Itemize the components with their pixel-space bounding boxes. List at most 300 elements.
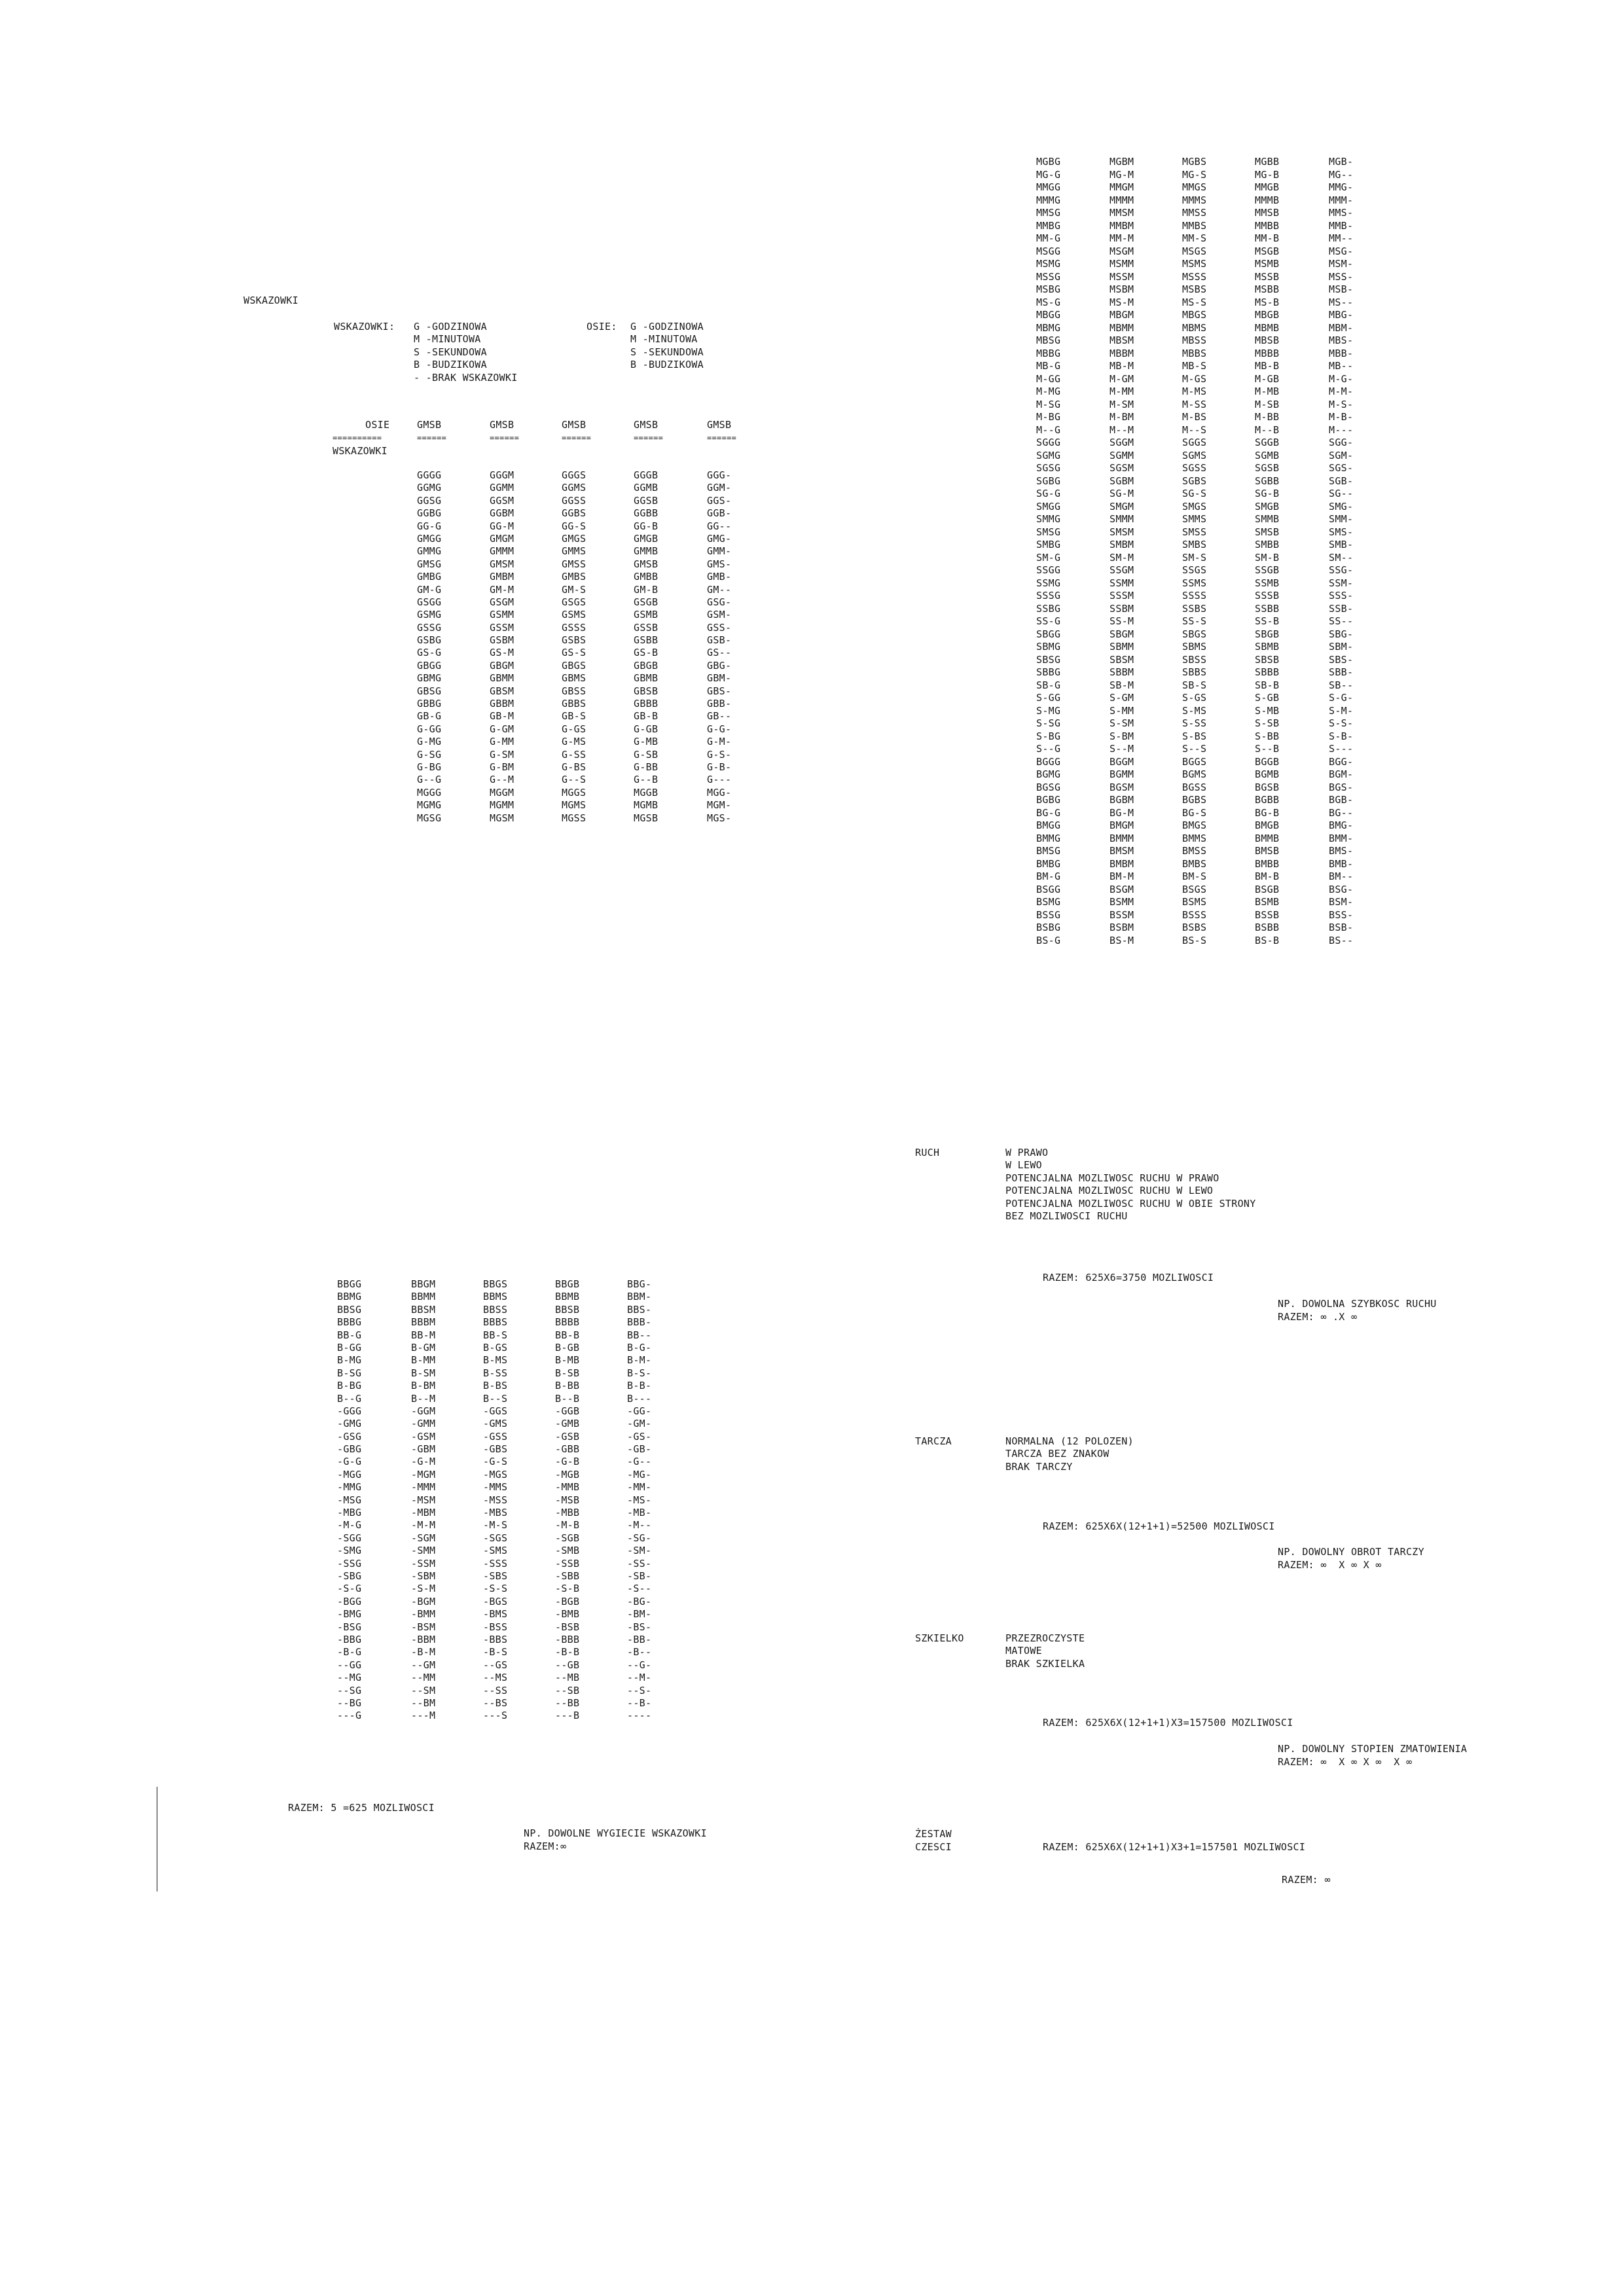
combo-column — [1329, 156, 1353, 947]
list-item: ---S — [483, 1710, 508, 1722]
legend-item: B -BUDZIKOWA — [414, 359, 487, 371]
list-item: BB-G — [337, 1329, 362, 1341]
list-item: G-GM — [490, 723, 514, 735]
list-item: SGGS — [1182, 437, 1207, 448]
list-item: MBBG — [1036, 347, 1061, 359]
list-item: B--M — [411, 1392, 436, 1405]
list-item: MM-- — [1329, 232, 1354, 244]
list-item: BM-G — [1036, 870, 1061, 882]
list-item: --SM — [411, 1684, 436, 1696]
list-item: M-MG — [1036, 386, 1061, 397]
list-item: GBMB — [634, 672, 659, 685]
list-item: -BBS — [483, 1633, 508, 1645]
list-item: SMMM — [1110, 513, 1134, 525]
list-item: MMS- — [1329, 207, 1354, 219]
list-item: -SB- — [627, 1570, 652, 1582]
list-item: MBMB — [1255, 321, 1280, 334]
combo-column — [490, 469, 514, 825]
list-item: SGMB — [1255, 449, 1280, 461]
list-item: BBS- — [627, 1303, 652, 1316]
list-item: SS-- — [1329, 615, 1354, 627]
note-razem-wskazowki: RAZEM:∞ — [524, 1840, 567, 1852]
list-item: B-GG — [337, 1341, 362, 1354]
list-item: BBB- — [627, 1316, 652, 1329]
list-item: BSSM — [1110, 908, 1134, 921]
list-item: B-MS — [483, 1354, 508, 1367]
list-item: MGSB — [634, 812, 659, 824]
list-item: SMS- — [1329, 526, 1354, 538]
list-item: MBGM — [1110, 309, 1134, 321]
underline-col-4: ====== — [634, 433, 664, 442]
list-item: GG-S — [562, 520, 586, 532]
list-item: BBMB — [555, 1291, 580, 1303]
list-item: POTENCJALNA MOZLIWOSC RUCHU W PRAWO — [1005, 1172, 1219, 1184]
list-item: MGSM — [490, 812, 514, 824]
list-item: G-SB — [634, 748, 659, 761]
list-item: -B-B — [555, 1646, 580, 1659]
list-item: GBMG — [417, 672, 442, 685]
list-item: SG-B — [1255, 488, 1280, 499]
list-item: MMBS — [1182, 219, 1207, 232]
list-item: -BMS — [483, 1608, 508, 1621]
list-item: SB-S — [1182, 679, 1207, 691]
list-item: MGMM — [490, 799, 514, 812]
list-item: MGG- — [707, 786, 732, 798]
list-item: ---G — [337, 1710, 362, 1722]
list-item: M-B- — [1329, 411, 1354, 423]
list-item: GG-G — [417, 520, 442, 532]
list-item: GBGM — [490, 659, 514, 672]
list-item: BSS- — [1329, 908, 1354, 921]
list-item: SBS- — [1329, 653, 1354, 666]
list-item: SM-G — [1036, 551, 1061, 564]
list-item: SG-- — [1329, 488, 1354, 499]
list-item: SSG- — [1329, 564, 1354, 576]
list-item: BGSM — [1110, 781, 1134, 793]
list-item: GMSM — [490, 558, 514, 570]
list-item: -GMS — [483, 1418, 508, 1430]
header-col-3: GMSB — [562, 419, 586, 431]
list-item: GSB- — [707, 634, 732, 647]
list-item: SM-M — [1110, 551, 1134, 564]
list-item: -GB- — [627, 1443, 652, 1456]
list-item: SGS- — [1329, 462, 1354, 474]
list-item: S-BG — [1036, 730, 1061, 742]
list-item: GGBM — [490, 507, 514, 520]
list-item: -SM- — [627, 1545, 652, 1557]
list-item: -B-M — [411, 1646, 436, 1659]
list-item: SGGG — [1036, 437, 1061, 448]
list-item: BGM- — [1329, 768, 1354, 780]
list-item: BMSS — [1182, 845, 1207, 857]
list-item: -BS- — [627, 1621, 652, 1633]
list-item: G-BM — [490, 761, 514, 773]
list-item: SSBM — [1110, 602, 1134, 615]
list-item: BMGB — [1255, 819, 1280, 831]
list-item: SG-G — [1036, 488, 1061, 499]
list-item: MSBG — [1036, 283, 1061, 295]
list-item: GSGS — [562, 596, 586, 608]
header-col-2: GMSB — [490, 419, 514, 431]
underline-col-5: ====== — [707, 433, 737, 442]
list-item: -MMS — [483, 1481, 508, 1494]
list-item: G--G — [417, 774, 442, 786]
legend-item: B -BUDZIKOWA — [630, 359, 704, 371]
list-item: MGMG — [417, 799, 442, 812]
list-item: SS-B — [1255, 615, 1280, 627]
list-item: GGGG — [417, 469, 442, 481]
list-item: -BG- — [627, 1595, 652, 1607]
list-item: GMG- — [707, 532, 732, 545]
list-item: GMSS — [562, 558, 586, 570]
list-item: GS-B — [634, 647, 659, 659]
list-item: GB-S — [562, 710, 586, 723]
list-item: GSGM — [490, 596, 514, 608]
list-item: MS-M — [1110, 296, 1134, 308]
list-item: --SB — [555, 1684, 580, 1696]
list-item: SMGS — [1182, 500, 1207, 512]
list-item: M--S — [1182, 423, 1207, 436]
list-item: -BB- — [627, 1633, 652, 1645]
szkielko-options — [1005, 1632, 1085, 1670]
list-item: GB-G — [417, 710, 442, 723]
list-item: BBBS — [483, 1316, 508, 1329]
list-item: GMBS — [562, 571, 586, 583]
list-item: -GM- — [627, 1418, 652, 1430]
header-col-4: GMSB — [634, 419, 659, 431]
list-item: GBBG — [417, 698, 442, 710]
list-item: BMG- — [1329, 819, 1354, 831]
list-item: -SSB — [555, 1557, 580, 1570]
list-item: BBSM — [411, 1303, 436, 1316]
list-item: --BS — [483, 1696, 508, 1709]
list-item: M-MS — [1182, 386, 1207, 397]
list-item: B-SS — [483, 1367, 508, 1379]
list-item: S-B- — [1329, 730, 1354, 742]
list-item: SMM- — [1329, 513, 1354, 525]
list-item: MSB- — [1329, 283, 1354, 295]
list-item: BSG- — [1329, 883, 1354, 895]
list-item: SMGG — [1036, 500, 1061, 512]
list-item: BSBS — [1182, 922, 1207, 933]
list-item: --GM — [411, 1659, 436, 1671]
list-item: SBB- — [1329, 666, 1354, 678]
list-item: -GMB — [555, 1418, 580, 1430]
list-item: BMMB — [1255, 832, 1280, 844]
list-item: BB-S — [483, 1329, 508, 1341]
list-item: BBMM — [411, 1291, 436, 1303]
list-item: BS-G — [1036, 934, 1061, 946]
list-item: -SGG — [337, 1532, 362, 1544]
list-item: SMGM — [1110, 500, 1134, 512]
list-item: -M-G — [337, 1519, 362, 1532]
list-item: GGSG — [417, 494, 442, 507]
note-szkielko: NP. DOWOLNY STOPIEN ZMATOWIENIA — [1278, 1743, 1468, 1755]
list-item: BSSG — [1036, 908, 1061, 921]
list-item: MG-M — [1110, 168, 1134, 181]
list-item: BMGG — [1036, 819, 1061, 831]
list-item: BSBB — [1255, 922, 1280, 933]
list-item: -G-B — [555, 1456, 580, 1468]
list-item: B-BG — [337, 1380, 362, 1392]
list-item: SB-M — [1110, 679, 1134, 691]
list-item: MSGB — [1255, 245, 1280, 257]
list-item: GSS- — [707, 621, 732, 634]
list-item: GBS- — [707, 685, 732, 697]
list-item: GGB- — [707, 507, 732, 520]
list-item: M-G- — [1329, 372, 1354, 385]
list-item: SSSM — [1110, 590, 1134, 601]
list-item: G-GG — [417, 723, 442, 735]
list-item: -GBG — [337, 1443, 362, 1456]
list-item: --B- — [627, 1696, 652, 1709]
list-item: GGSB — [634, 494, 659, 507]
list-item: G--B — [634, 774, 659, 786]
list-item: MB-G — [1036, 360, 1061, 372]
list-item: B--- — [627, 1392, 652, 1405]
list-item: -BBG — [337, 1633, 362, 1645]
list-item: -M-- — [627, 1519, 652, 1532]
list-item: S--- — [1329, 743, 1354, 755]
list-item: SSSG — [1036, 590, 1061, 601]
list-item: MSSG — [1036, 270, 1061, 283]
list-item: --BM — [411, 1696, 436, 1709]
list-item: BGBS — [1182, 794, 1207, 806]
list-item: -B-G — [337, 1646, 362, 1659]
combo-column — [555, 1278, 579, 1723]
list-item: SS-G — [1036, 615, 1061, 627]
list-item: BSMB — [1255, 896, 1280, 908]
list-item: SBBM — [1110, 666, 1134, 678]
list-item: MGGB — [634, 786, 659, 798]
list-item: BS-- — [1329, 934, 1354, 946]
list-item: MGSS — [562, 812, 586, 824]
list-item: SBM- — [1329, 641, 1354, 653]
list-item: SSBS — [1182, 602, 1207, 615]
list-item: BMB- — [1329, 857, 1354, 870]
list-item: --S- — [627, 1684, 652, 1696]
list-item: MGGM — [490, 786, 514, 798]
list-item: BRAK SZKIELKA — [1005, 1657, 1085, 1670]
list-item: MM-G — [1036, 232, 1061, 244]
list-item: B-MM — [411, 1354, 436, 1367]
list-item: MBSM — [1110, 334, 1134, 346]
list-item: -BGS — [483, 1595, 508, 1607]
list-item: GM-- — [707, 583, 732, 596]
list-item: GSBB — [634, 634, 659, 647]
list-item: -BBM — [411, 1633, 436, 1645]
list-item: GMS- — [707, 558, 732, 570]
list-item: -MSG — [337, 1494, 362, 1506]
list-item: GGMB — [634, 482, 659, 494]
list-item: SMSM — [1110, 526, 1134, 538]
list-item: BBG- — [627, 1278, 652, 1290]
list-item: GBGS — [562, 659, 586, 672]
list-item: GB-- — [707, 710, 732, 723]
list-item: B-BS — [483, 1380, 508, 1392]
list-item: SM-S — [1182, 551, 1207, 564]
header-osie: OSIE — [365, 419, 390, 431]
list-item: S-SS — [1182, 717, 1207, 729]
list-item: B--B — [555, 1392, 580, 1405]
list-item: MG-S — [1182, 168, 1207, 181]
list-item: MMSM — [1110, 207, 1134, 219]
list-item: BMBB — [1255, 857, 1280, 870]
list-item: MSSS — [1182, 270, 1207, 283]
list-item: GGM- — [707, 482, 732, 494]
list-item: -MGS — [483, 1468, 508, 1480]
list-item: MSMB — [1255, 258, 1280, 270]
list-item: MMBG — [1036, 219, 1061, 232]
list-item: MBG- — [1329, 309, 1354, 321]
list-item: --GG — [337, 1659, 362, 1671]
legend-item: G -GODZINOWA — [414, 321, 487, 332]
legend-right-label: OSIE: — [586, 321, 617, 332]
list-item: SMBM — [1110, 539, 1134, 550]
list-item: --MG — [337, 1672, 362, 1684]
list-item: -SMB — [555, 1545, 580, 1557]
list-item: GSG- — [707, 596, 732, 608]
list-item: G-BG — [417, 761, 442, 773]
list-item: MSSB — [1255, 270, 1280, 283]
list-item: MMG- — [1329, 181, 1354, 193]
list-item: -SGS — [483, 1532, 508, 1544]
list-item: MGBB — [1255, 156, 1280, 168]
list-item: -GMM — [411, 1418, 436, 1430]
list-item: -MBG — [337, 1507, 362, 1519]
list-item: GBB- — [707, 698, 732, 710]
list-item: GG-M — [490, 520, 514, 532]
list-item: --SG — [337, 1684, 362, 1696]
list-item: MS-- — [1329, 296, 1354, 308]
list-item: BSGB — [1255, 883, 1280, 895]
list-item: MBGB — [1255, 309, 1280, 321]
list-item: GB-M — [490, 710, 514, 723]
list-item: S-SM — [1110, 717, 1134, 729]
list-item: MBSS — [1182, 334, 1207, 346]
list-item: G--- — [707, 774, 732, 786]
legend-item: S -SEKUNDOWA — [630, 346, 704, 358]
list-item: M-BS — [1182, 411, 1207, 423]
list-item: GMGS — [562, 532, 586, 545]
list-item: MMMS — [1182, 194, 1207, 206]
list-item: SGBG — [1036, 475, 1061, 487]
list-item: BGSS — [1182, 781, 1207, 793]
list-item: BGMG — [1036, 768, 1061, 780]
list-item: SSGB — [1255, 564, 1280, 576]
list-item: BGBB — [1255, 794, 1280, 806]
note-tarcza: NP. DOWOLNY OBROT TARCZY — [1278, 1546, 1424, 1558]
list-item: MBB- — [1329, 347, 1354, 359]
list-item: MBMS — [1182, 321, 1207, 334]
combo-column — [1182, 156, 1206, 947]
list-item: MS-B — [1255, 296, 1280, 308]
list-item: M-M- — [1329, 386, 1354, 397]
list-item: BG-- — [1329, 806, 1354, 819]
list-item: MMGG — [1036, 181, 1061, 193]
list-item: BBGM — [411, 1278, 436, 1290]
list-item: GGBB — [634, 507, 659, 520]
list-item: -S-- — [627, 1583, 652, 1595]
list-item: GBSG — [417, 685, 442, 697]
label-tarcza: TARCZA — [915, 1435, 952, 1447]
section-title-wskazowki: WSKAZOWKI — [244, 295, 298, 306]
list-item: MGB- — [1329, 156, 1354, 168]
list-item: GGGM — [490, 469, 514, 481]
list-item: B-SG — [337, 1367, 362, 1379]
list-item: SSMS — [1182, 577, 1207, 589]
list-item: B-G- — [627, 1341, 652, 1354]
list-item: SMSG — [1036, 526, 1061, 538]
list-item: -BMG — [337, 1608, 362, 1621]
list-item: ---M — [411, 1710, 436, 1722]
list-item: S-GS — [1182, 692, 1207, 704]
list-item: M-SB — [1255, 398, 1280, 410]
list-item: BSMM — [1110, 896, 1134, 908]
list-item: MMSG — [1036, 207, 1061, 219]
razem-ruch: RAZEM: 625X6=3750 MOZLIWOSCI — [1043, 1272, 1214, 1283]
note-wskazowki: NP. DOWOLNE WYGIECIE WSKAZOWKI — [524, 1827, 707, 1839]
list-item: GBBM — [490, 698, 514, 710]
list-item: MATOWE — [1005, 1645, 1042, 1657]
list-item: -SSG — [337, 1557, 362, 1570]
list-item: -GMG — [337, 1418, 362, 1430]
list-item: SMGB — [1255, 500, 1280, 512]
label-ruch: RUCH — [915, 1147, 940, 1158]
list-item: S-SG — [1036, 717, 1061, 729]
list-item: -MSS — [483, 1494, 508, 1506]
list-item: S--S — [1182, 743, 1207, 755]
list-item: --MB — [555, 1672, 580, 1684]
list-item: BSGG — [1036, 883, 1061, 895]
list-item: BMBG — [1036, 857, 1061, 870]
list-item: MMMM — [1110, 194, 1134, 206]
list-item: M-GB — [1255, 372, 1280, 385]
list-item: GBBS — [562, 698, 586, 710]
list-item: MSS- — [1329, 270, 1354, 283]
list-item: GSMG — [417, 609, 442, 621]
list-item: SGSS — [1182, 462, 1207, 474]
list-item: MS-S — [1182, 296, 1207, 308]
list-item: GBGG — [417, 659, 442, 672]
list-item: B-MB — [555, 1354, 580, 1367]
list-item: MBSG — [1036, 334, 1061, 346]
list-item: MMBB — [1255, 219, 1280, 232]
list-item: SMSB — [1255, 526, 1280, 538]
list-item: BBBB — [555, 1316, 580, 1329]
list-item: MM-M — [1110, 232, 1134, 244]
legend-left-label: WSKAZOWKI: — [334, 321, 395, 332]
combo-column — [411, 1278, 435, 1723]
list-item: G-BS — [562, 761, 586, 773]
list-item: MMMB — [1255, 194, 1280, 206]
list-item: S-MG — [1036, 704, 1061, 717]
row-label-wskazowki: WSKAZOWKI — [333, 445, 388, 457]
list-item: SMBS — [1182, 539, 1207, 550]
list-item: G--M — [490, 774, 514, 786]
legend-item: S -SEKUNDOWA — [414, 346, 487, 358]
list-item: SBGB — [1255, 628, 1280, 640]
list-item: -B-S — [483, 1646, 508, 1659]
note-razem-zestaw: RAZEM: ∞ — [1282, 1874, 1331, 1886]
list-item: G-SG — [417, 748, 442, 761]
list-item: G-S- — [707, 748, 732, 761]
list-item: -S-S — [483, 1583, 508, 1595]
list-item: M-SM — [1110, 398, 1134, 410]
list-item: SSMB — [1255, 577, 1280, 589]
list-item: SSGG — [1036, 564, 1061, 576]
list-item: M-SS — [1182, 398, 1207, 410]
